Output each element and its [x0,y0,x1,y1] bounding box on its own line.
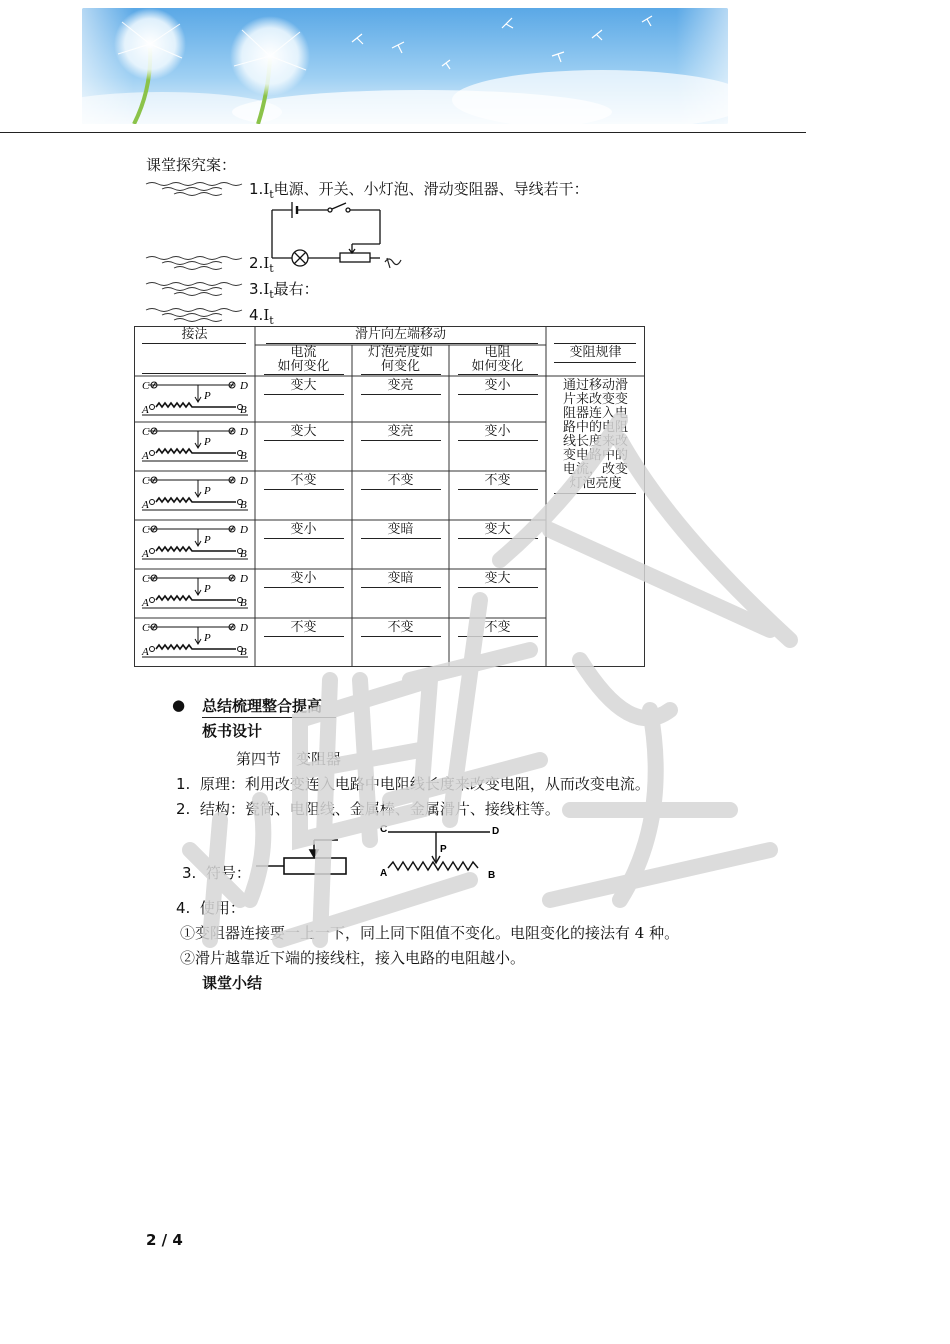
header-rule-underline [554,362,636,363]
cell-resistance: 变大 [484,522,511,537]
cell-underline [264,538,344,539]
cell-underline [458,394,538,395]
point-1-text: 原理：利用改变连入电路中电阻线长度来改变电阻，从而改变电流。 [199,775,650,793]
cell-underline [264,587,344,588]
header-method-underline-2 [142,373,246,374]
rule-line: 片来改变变 [562,392,628,407]
bullet-dot: ● [172,696,186,714]
point-3-text: 符号： [205,864,251,882]
cell-underline [458,636,538,637]
symbol-label-d: D [492,826,500,837]
item-3-number: 3. [249,280,264,298]
usage-2: ②滑片越靠近下端的接线柱，接入电路的电阻越小。 [180,949,526,967]
header-method-underline [142,343,246,344]
cell-underline [361,394,441,395]
rule-underline [554,493,636,494]
item-1-symbol: I [263,180,270,198]
header-current-underline [264,374,344,375]
header-bulb-line1: 灯泡亮度如 [367,345,433,360]
terminal-label-b: B [240,450,247,462]
item-3-symbol-subscript: t [269,288,274,301]
summary-heading: 总结梳理整合提高 [202,697,323,715]
point-1 [176,775,650,793]
cell-underline [458,440,538,441]
cell-underline [458,538,538,539]
terminal-label-c: C [142,573,150,585]
terminal-label-p: P [204,390,211,402]
cell-underline [361,440,441,441]
terminal-label-p: P [204,534,211,546]
rule-line: 灯泡亮度 [569,476,622,491]
terminal-label-a: A [142,548,149,560]
item-4-number: 4. [249,306,264,324]
section-title: 课堂探究案： [146,156,237,174]
header-rule [0,132,806,133]
point-4-text: 使用： [199,899,245,917]
header-method: 接法 [181,327,208,342]
terminal-label-d: D [240,475,248,487]
cell-underline [264,394,344,395]
terminal-label-a: A [142,499,149,511]
point-2-number: 2. [176,800,191,818]
terminal-label-c: C [142,426,150,438]
rule-line: 变电路中的 [562,448,628,463]
cell-underline [361,636,441,637]
rule-line: 路中的电阻 [562,420,628,435]
point-3-number: 3. [182,864,197,882]
item-4-symbol: I [263,306,270,324]
item-3-symbol: I [263,280,270,298]
terminal-label-d: D [240,524,248,536]
cell-bulb: 变亮 [387,424,414,439]
cell-resistance: 变小 [484,378,511,393]
terminal-label-b: B [240,646,247,658]
terminal-label-d: D [240,380,248,392]
item-3 [249,280,319,304]
rheostat-connection-diagram [136,619,254,663]
terminal-label-c: C [142,622,150,634]
cell-bulb: 变暗 [387,522,414,537]
cell-underline [458,587,538,588]
item-1-symbol-subscript: t [269,188,274,201]
point-4-number: 4. [176,899,191,917]
rule-line: 线长度来改 [562,434,628,449]
cell-bulb: 不变 [387,473,414,488]
item-3-text: 最右： [273,280,319,298]
rheostat-symbol-terminals [374,822,506,880]
cell-current: 变大 [290,424,317,439]
cell-current: 不变 [290,620,317,635]
header-resistance-underline [458,374,538,375]
header-slide-underline [266,343,538,344]
terminal-label-a: A [142,597,149,609]
header-current-line1: 电流 [290,345,317,360]
item-1-text: 电源、开关、小灯泡、滑动变阻器、导线若干： [273,180,589,198]
terminal-label-b: B [240,404,247,416]
item-2-number: 2. [249,254,264,272]
cell-resistance: 不变 [484,620,511,635]
symbol-label-b: B [488,870,496,880]
cell-underline [361,587,441,588]
header-bulb-line2: 何变化 [380,359,420,374]
header-resistance-line1: 电阻 [484,345,511,360]
terminal-label-c: C [142,475,150,487]
rheostat-connection-table [134,326,645,667]
cell-underline [264,489,344,490]
cell-bulb: 变暗 [387,571,414,586]
cell-current: 变小 [290,571,317,586]
cell-underline [361,538,441,539]
terminal-label-b: B [240,499,247,511]
cell-resistance: 变小 [484,424,511,439]
symbol-label-c: C [380,824,388,835]
terminal-label-d: D [240,622,248,634]
terminal-label-a: A [142,404,149,416]
cell-current: 变小 [290,522,317,537]
symbol-label-a: A [380,868,388,879]
header-banner-image [82,8,728,124]
cell-resistance: 变大 [484,571,511,586]
cell-current: 不变 [290,473,317,488]
scribble-mark [383,256,403,270]
point-2-text: 结构：瓷筒、电阻线、金属棒、金属滑片、接线柱等。 [199,800,560,818]
terminal-label-c: C [142,380,150,392]
point-4 [176,899,245,917]
header-bulb-underline [361,374,441,375]
cell-underline [361,489,441,490]
terminal-label-c: C [142,524,150,536]
rheostat-connection-diagram [136,521,254,565]
item-1-number: 1. [249,180,264,198]
rheostat-connection-diagram [136,423,254,467]
terminal-label-p: P [204,583,211,595]
terminal-label-a: A [142,646,149,658]
class-summary-heading: 课堂小结 [202,974,263,992]
rheostat-connection-diagram [136,472,254,516]
terminal-label-a: A [142,450,149,462]
symbol-label-p: P [440,844,447,855]
cell-current: 变大 [290,378,317,393]
header-rule: 变阻规律 [569,345,622,360]
header-slide-left: 滑片向左端移动 [354,327,446,342]
header-current-line2: 如何变化 [277,359,330,374]
cell-underline [264,440,344,441]
board-design-heading: 板书设计 [202,722,263,740]
summary-heading-underline [202,717,336,718]
rheostat-symbol-box [256,836,352,880]
rule-line: 通过移动滑 [562,378,628,393]
cell-bulb: 变亮 [387,378,414,393]
cell-underline [264,636,344,637]
terminal-label-p: P [204,436,211,448]
header-resistance-line2: 如何变化 [471,359,524,374]
rheostat-connection-diagram [136,570,254,614]
header-rule-overline [554,343,636,344]
terminal-label-b: B [240,548,247,560]
cell-resistance: 不变 [484,473,511,488]
terminal-label-b: B [240,597,247,609]
cell-underline [458,489,538,490]
item-2-symbol: I [263,254,270,272]
usage-1: ①变阻器连接要一上一下，同上同下阻值不变化。电阻变化的接法有 4 种。 [180,924,680,942]
lesson-title: 第四节 变阻器 [236,750,342,768]
item-4-symbol-subscript: t [269,314,274,327]
handwritten-wave-marks [144,180,248,326]
rule-line: 阻器连入电 [562,406,628,421]
rheostat-connection-diagram [136,377,254,421]
terminal-label-p: P [204,632,211,644]
terminal-label-d: D [240,573,248,585]
terminal-label-p: P [204,485,211,497]
item-2-symbol-subscript: t [269,262,274,275]
point-3 [182,864,251,882]
point-1-number: 1. [176,775,191,793]
point-2 [176,800,560,818]
rule-line: 电流，改变 [562,462,628,477]
page-number: 2 / 4 [146,1231,183,1249]
terminal-label-d: D [240,426,248,438]
cell-bulb: 不变 [387,620,414,635]
